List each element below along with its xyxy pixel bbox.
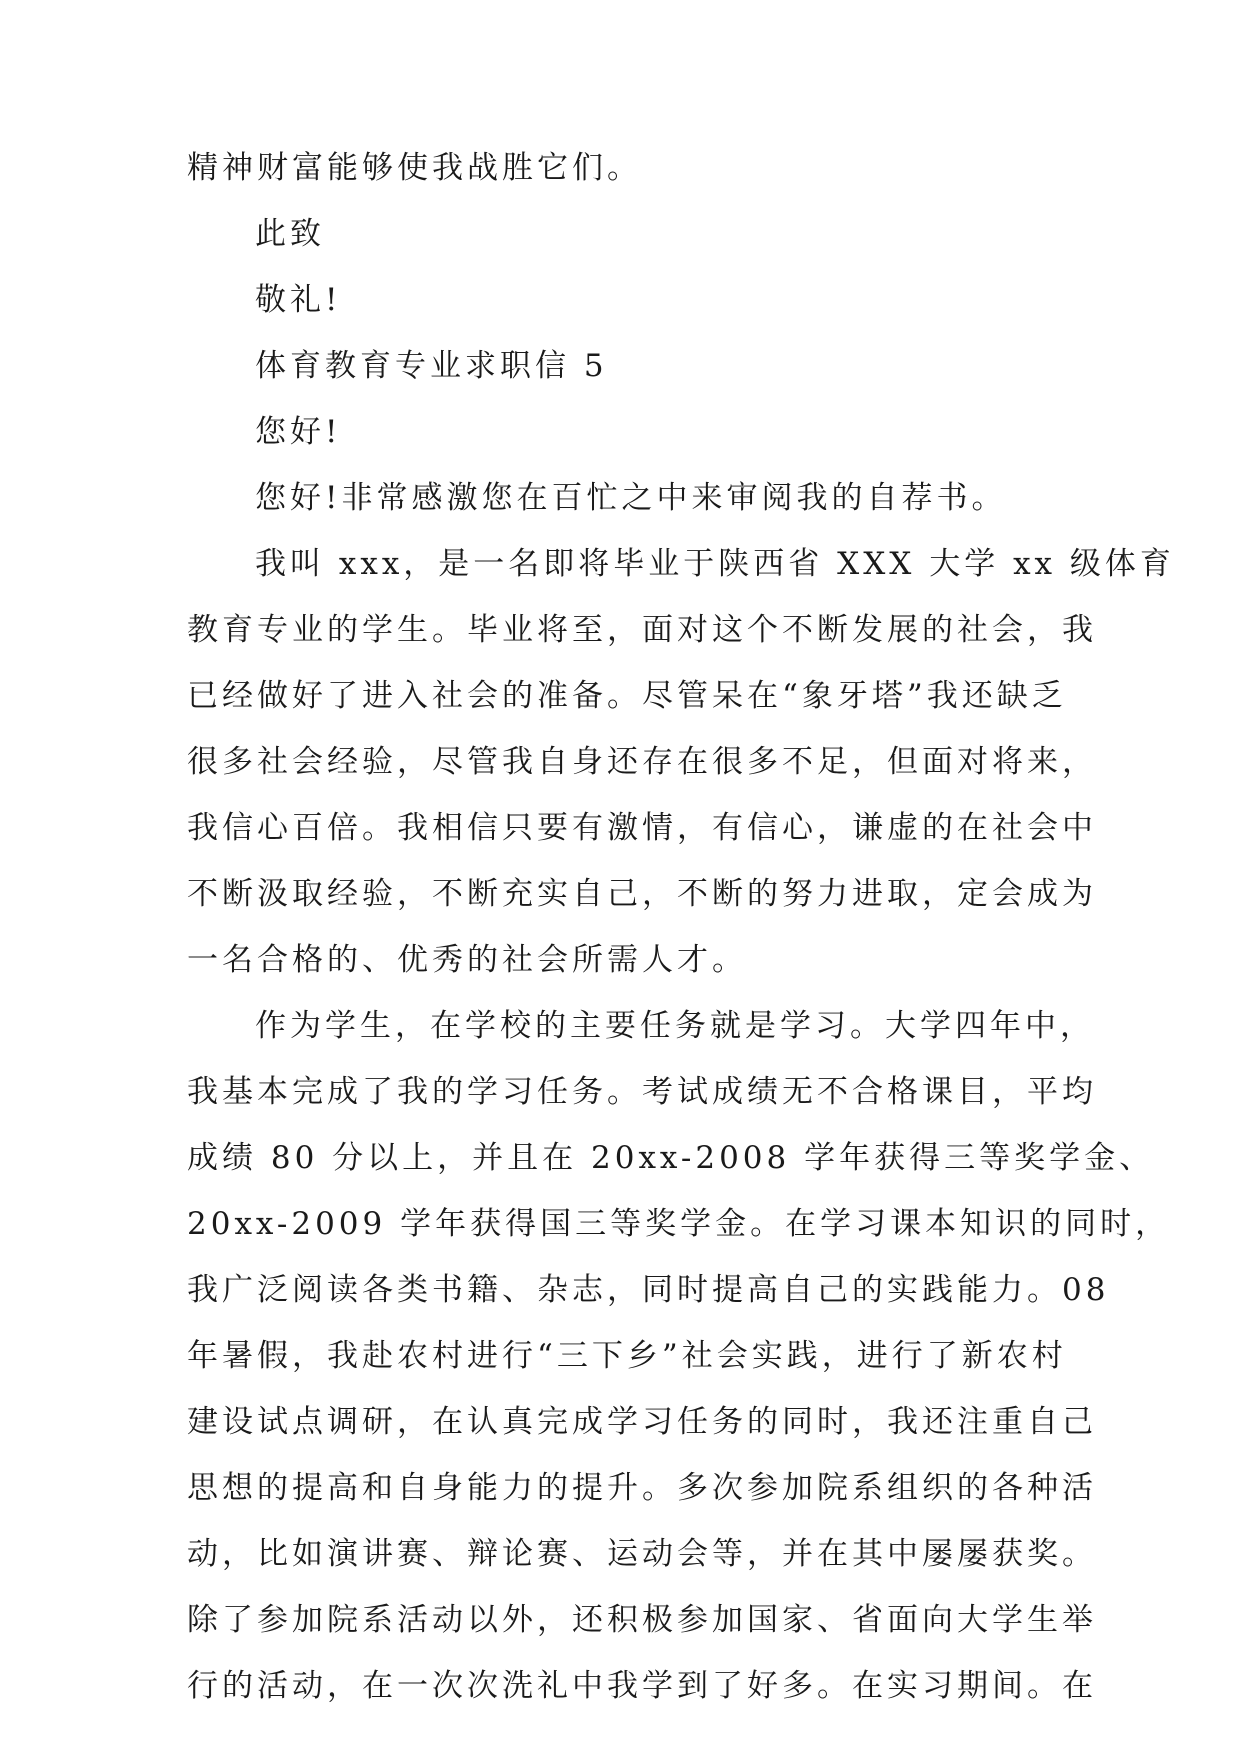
text-line: 我叫 xxx，是一名即将毕业于陕西省 XXX 大学 xx 级体育 <box>255 546 1175 582</box>
text-line: 行的活动，在一次次洗礼中我学到了好多。在实习期间。在 <box>187 1668 1097 1704</box>
text-line: 成绩 80 分以上，并且在 20xx-2008 学年获得三等奖学金、 <box>187 1140 1155 1176</box>
text-line: 教育专业的学生。毕业将至，面对这个不断发展的社会，我 <box>187 612 1097 648</box>
text-line: 建设试点调研，在认真完成学习任务的同时，我还注重自己 <box>187 1404 1097 1440</box>
text-line: 年暑假，我赴农村进行“三下乡”社会实践，进行了新农村 <box>187 1338 1067 1374</box>
text-line: 一名合格的、优秀的社会所需人才。 <box>187 942 747 978</box>
text-line: 思想的提高和自身能力的提升。多次参加院系组织的各种活 <box>187 1470 1097 1506</box>
closing-salutation: 此致 <box>255 216 325 252</box>
text-line: 不断汲取经验，不断充实自己，不断的努力进取，定会成为 <box>187 876 1097 912</box>
text-line: 很多社会经验，尽管我自身还存在很多不足，但面对将来， <box>187 744 1097 780</box>
text-line: 我信心百倍。我相信只要有激情，有信心，谦虚的在社会中 <box>187 810 1097 846</box>
text-line: 您好!非常感激您在百忙之中来审阅我的自荐书。 <box>255 480 1007 516</box>
text-line: 除了参加院系活动以外，还积极参加国家、省面向大学生举 <box>187 1602 1097 1638</box>
text-line: 作为学生，在学校的主要任务就是学习。大学四年中， <box>255 1008 1095 1044</box>
text-line: 动，比如演讲赛、辩论赛、运动会等，并在其中屡屡获奖。 <box>187 1536 1097 1572</box>
section-title: 体育教育专业求职信 5 <box>255 348 608 384</box>
greeting: 您好! <box>255 414 342 450</box>
text-line: 我基本完成了我的学习任务。考试成绩无不合格课目，平均 <box>187 1074 1097 1110</box>
text-line: 精神财富能够使我战胜它们。 <box>187 150 642 186</box>
text-line: 我广泛阅读各类书籍、杂志，同时提高自己的实践能力。08 <box>187 1272 1110 1308</box>
text-line: 已经做好了进入社会的准备。尽管呆在“象牙塔”我还缺乏 <box>187 678 1067 714</box>
text-line: 20xx-2009 学年获得国三等奖学金。在学习课本知识的同时， <box>187 1206 1171 1242</box>
closing-regards: 敬礼! <box>255 282 342 318</box>
